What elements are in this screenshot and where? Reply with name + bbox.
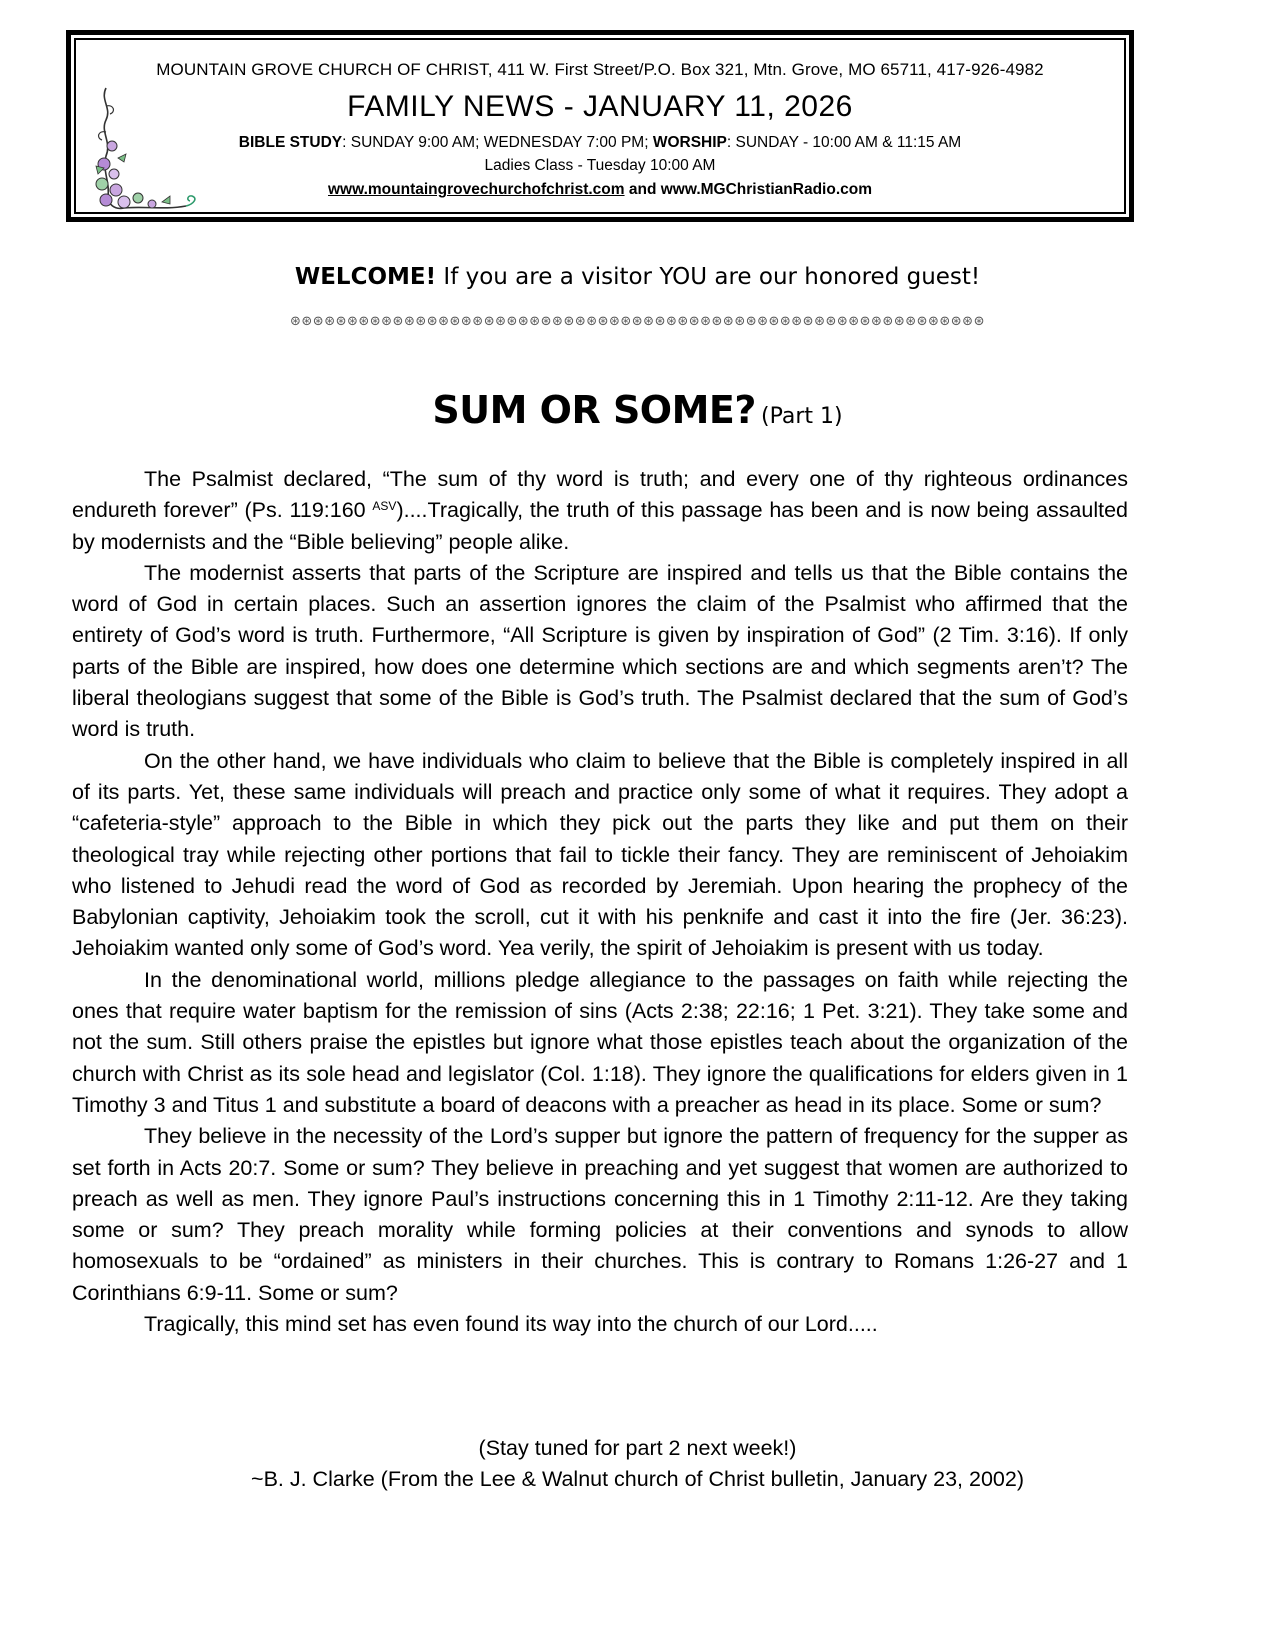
website-links [76,181,1124,199]
welcome-message [0,264,1275,290]
paragraph-1-a: The Psalmist declared, “The sum of thy word is truth; and every one of thy righteous ordinances endureth forever” (Ps. 119:160 [72,467,1128,523]
website-joiner: and [624,181,661,198]
service-times [76,134,1124,152]
stay-tuned-note: (Stay tuned for part 2 next week!) [478,1436,797,1460]
worship-label: WORSHIP [652,134,727,151]
welcome-bold: WELCOME! [294,264,437,290]
bible-study-label: BIBLE STUDY [238,134,343,151]
church-website-link[interactable]: www.mountaingrovechurchofchrist.com [328,181,625,198]
ornament-divider: ⊛⊛⊛⊛⊛⊛⊛⊛⊛⊛⊛⊛⊛⊛⊛⊛⊛⊛⊛⊛⊛⊛⊛⊛⊛⊛⊛⊛⊛⊛⊛⊛⊛⊛⊛⊛⊛⊛⊛⊛⊛⊛⊛⊛⊛⊛⊛⊛⊛⊛⊛⊛⊛⊛⊛⊛⊛⊛⊛⊛⊛ [290,314,985,329]
paragraph-6: Tragically, this mind set has even found its way into the church of our Lord..... [144,1312,878,1337]
attribution: ~B. J. Clarke (From the Lee & Walnut church of Christ bulletin, January 23, 2002) [251,1467,1024,1491]
masthead [66,30,1134,222]
ladies-class: Ladies Class - Tuesday 10:00 AM [484,157,716,174]
paragraph-1 [72,464,1128,558]
paragraph-5: They believe in the necessity of the Lord’s supper but ignore the pattern of frequency for the supper as set forth in Acts 20:7. Some or sum? They believe in preaching and yet suggest that women are authorized to preach as well as men. They ignore Paul’s instructions concerning this in 1 Timothy 2:11-12. Are they taking some or sum? They preach morality while forming policies at their conventions and synods to allow homosexuals to be “ordained” as ministers in their churches. This is contrary to Romans 1:26-27 and 1 Corinthians 6:9-11. Some or sum? [72,1124,1128,1305]
asv-superscript: ASV [372,499,397,514]
newsletter-title: FAMILY NEWS - JANUARY 11, 2026 [347,90,853,123]
radio-website-link[interactable]: www.MGChristianRadio.com [660,181,872,198]
paragraph-4: In the denominational world, millions pledge allegiance to the passages on faith while rejecting the ones that require water baptism for the remission of sins (Acts 2:38; 22:16; 1 Pet. 3:21). They take some and not the sum. Still others praise the epistles but ignore what those epistles teach about the organization of the church with Christ as its sole head and legislator (Col. 1:18). They ignore the qualifications for elders given in 1 Timothy 3 and Titus 1 and substitute a board of deacons with a preacher as head in its place. Some or sum? [72,967,1128,1117]
paragraph-2: The modernist asserts that parts of the Scripture are inspired and tells us that the Bible contains the word of God in certain places. Such an assertion ignores the claim of the Psalmist who affirmed that the entirety of God’s word is truth. Furthermore, “All Scripture is given by inspiration of God” (2 Tim. 3:16). If only parts of the Bible are inspired, how does one determine which sections are and which segments aren’t? The liberal theologians suggest that some of the Bible is God’s truth. The Psalmist declared that the sum of God’s word is truth. [72,560,1128,742]
article-body [72,464,1128,1340]
article-title: SUM OR SOME? [432,388,756,432]
article-headline [0,388,1275,432]
article-footer [0,1433,1275,1495]
worship-times: : SUNDAY - 10:00 AM & 11:15 AM [726,134,962,151]
article-subtitle: (Part 1) [761,404,843,429]
masthead-inner [74,38,1126,214]
bible-study-times: : SUNDAY 9:00 AM; WEDNESDAY 7:00 PM; [342,134,653,151]
church-address: MOUNTAIN GROVE CHURCH OF CHRIST, 411 W. First Street/P.O. Box 321, Mtn. Grove, MO 65711, 417-926-4982 [156,60,1044,79]
paragraph-3: On the other hand, we have individuals who claim to believe that the Bible is completely inspired in all of its parts. Yet, these same individuals will preach and practice only some of what it requires. They adopt a “cafeteria-style” approach to the Bible in which they pick out the parts they like and put them on their theological tray while rejecting other portions that fail to tickle their fancy. They are reminiscent of Jehoiakim who listened to Jehudi read the word of God as recorded by Jeremiah. Upon hearing the prophecy of the Babylonian captivity, Jehoiakim took the scroll, cut it with his penknife and cast it into the fire (Jer. 36:23). Jehoiakim wanted only some of God’s word. Yea verily, the spirit of Jehoiakim is present with us today. [72,748,1128,961]
welcome-text: If you are a visitor YOU are our honored guest! [436,264,981,290]
paragraph-1-b: )....Tragically, the truth of this passage has been and is now being assaulted by modernists and the “Bible believing” people alike. [72,498,1128,554]
